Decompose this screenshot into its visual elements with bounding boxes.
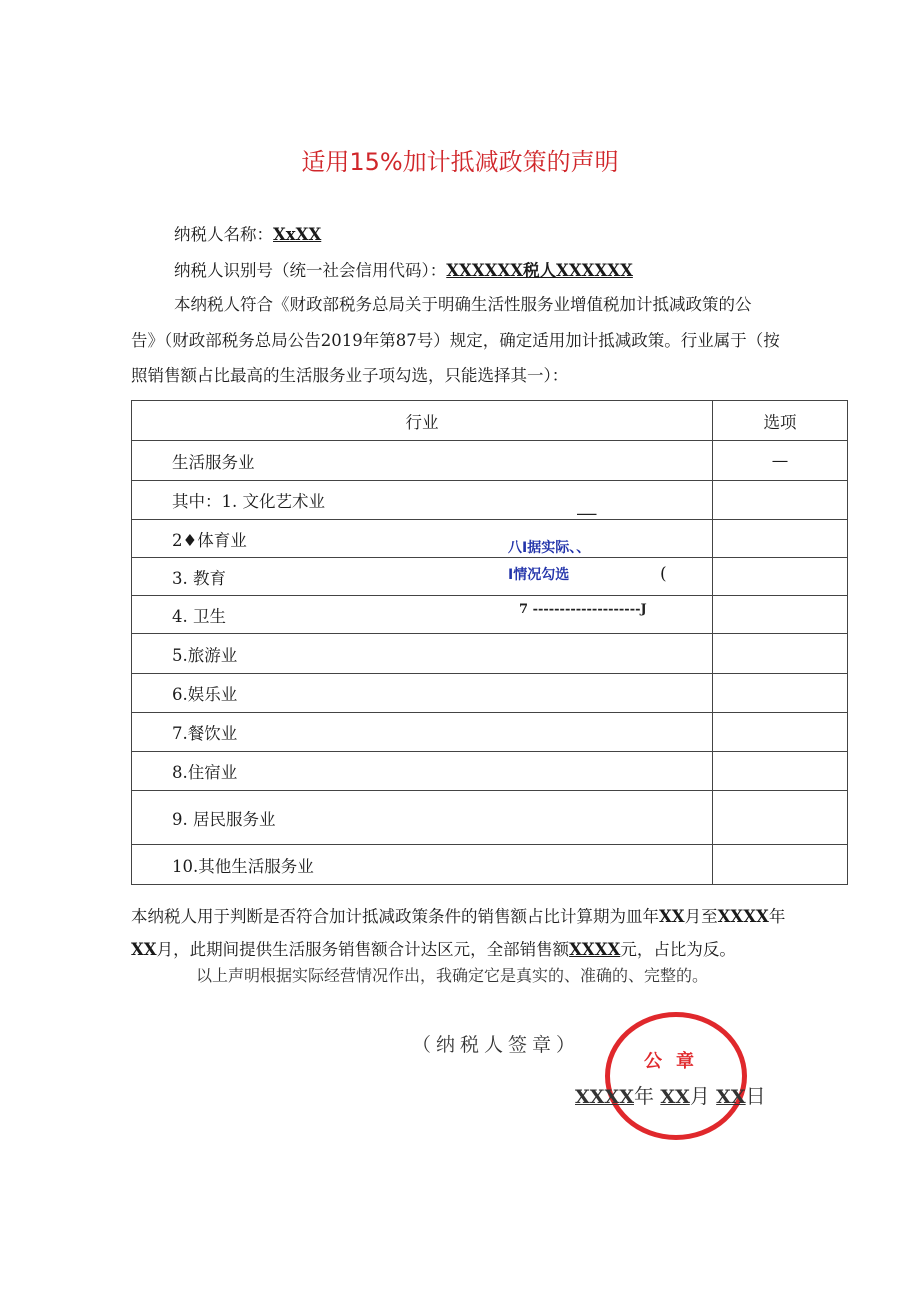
row-label: 6.娱乐业	[132, 674, 713, 713]
row-option[interactable]: —	[713, 441, 848, 481]
table-row	[132, 520, 848, 558]
statement-text: 月，此期间提供生活服务销售额合计达区元，全部销售额	[156, 940, 570, 959]
taxpayer-name-line	[174, 221, 321, 245]
row-label: 3. 教育	[132, 558, 713, 596]
row-label: 8.住宿业	[132, 752, 713, 791]
date-month-value: XX	[660, 1086, 690, 1108]
annotation-paren: (	[660, 564, 667, 584]
row-option[interactable]	[713, 596, 848, 634]
row-option[interactable]	[713, 520, 848, 558]
row-label: 4. 卫生	[132, 596, 713, 634]
period-start-month: XX	[659, 907, 685, 926]
row-option[interactable]	[713, 674, 848, 713]
statement-text: 本纳税人用于判断是否符合加计抵减政策条件的销售额占比计算期为皿年	[131, 907, 659, 926]
row-option[interactable]	[713, 845, 848, 885]
row-option[interactable]	[713, 481, 848, 520]
table-row	[132, 791, 848, 845]
seal-text: 公章	[644, 1051, 708, 1072]
row-option[interactable]	[713, 791, 848, 845]
row-option[interactable]	[713, 752, 848, 791]
taxpayer-id-value: XXXXXX税人XXXXXX	[446, 261, 633, 280]
row-label: 5.旅游业	[132, 634, 713, 674]
industry-table	[131, 400, 848, 885]
statement-line-1	[131, 903, 785, 927]
annotation-note-1: 八I据实际、、	[508, 540, 591, 556]
table-row	[132, 481, 848, 520]
table-row	[132, 596, 848, 634]
period-end-month: XX	[131, 940, 157, 959]
table-row	[132, 713, 848, 752]
period-end-year: XXXX	[717, 907, 769, 926]
row-label: 9. 居民服务业	[132, 791, 713, 845]
taxpayer-name-label: 纳税人名称：	[174, 225, 273, 244]
table-row	[132, 441, 848, 481]
header-option: 选项	[713, 401, 848, 441]
table-row	[132, 674, 848, 713]
table-row	[132, 845, 848, 885]
statement-text: 年	[768, 907, 786, 926]
total-sales-value: XXXX	[569, 940, 621, 959]
table-row	[132, 752, 848, 791]
taxpayer-id-line	[174, 257, 633, 281]
row-label: 生活服务业	[132, 441, 713, 481]
signature-label: （纳税人签章）	[412, 1034, 581, 1056]
intro-line-1: 本纳税人符合《财政部税务总局关于明确生活性服务业增值税加计抵减政策的公	[174, 295, 752, 314]
annotation-note-2: I情况勾选	[508, 567, 570, 583]
table-row	[132, 558, 848, 596]
date-day-unit: 日	[745, 1084, 766, 1108]
row-option[interactable]	[713, 558, 848, 596]
annotation-dash: ___	[577, 501, 597, 516]
row-label: 7.餐饮业	[132, 713, 713, 752]
date-year-unit: 年	[633, 1084, 654, 1108]
intro-line-3: 照销售额占比最高的生活服务业子项勾选，只能选择其一）：	[131, 366, 569, 385]
intro-line-2: 告》（财政部税务总局公告2019年第87号）规定，确定适用加计抵减政策。行业属于（按	[131, 331, 780, 350]
statement-text: 月至	[684, 907, 718, 926]
taxpayer-name-value: XxXX	[273, 225, 322, 244]
row-option[interactable]	[713, 634, 848, 674]
statement-line-2	[131, 936, 736, 960]
date-day-value: XX	[716, 1086, 746, 1108]
row-label: 10.其他生活服务业	[132, 845, 713, 885]
statement-line-3: 以上声明根据实际经营情况作出，我确定它是真实的、准确的、完整的。	[196, 966, 709, 985]
row-label: 其中：1. 文化艺术业	[132, 481, 713, 520]
date-year-value: XXXX	[575, 1086, 634, 1108]
document-title: 适用15%加计抵减政策的声明	[301, 148, 619, 176]
statement-text: 元，占比为反。	[620, 940, 736, 959]
table-header-row	[132, 401, 848, 441]
signature-date	[575, 1080, 766, 1109]
header-industry: 行业	[132, 401, 713, 441]
table-row	[132, 634, 848, 674]
row-option[interactable]	[713, 713, 848, 752]
annotation-note-3: 7 --------------------J	[519, 602, 647, 617]
date-month-unit: 月	[689, 1084, 710, 1108]
taxpayer-id-label: 纳税人识别号（统一社会信用代码）：	[174, 261, 447, 280]
official-seal	[605, 1012, 747, 1140]
row-label: 2♦体育业	[132, 520, 713, 558]
